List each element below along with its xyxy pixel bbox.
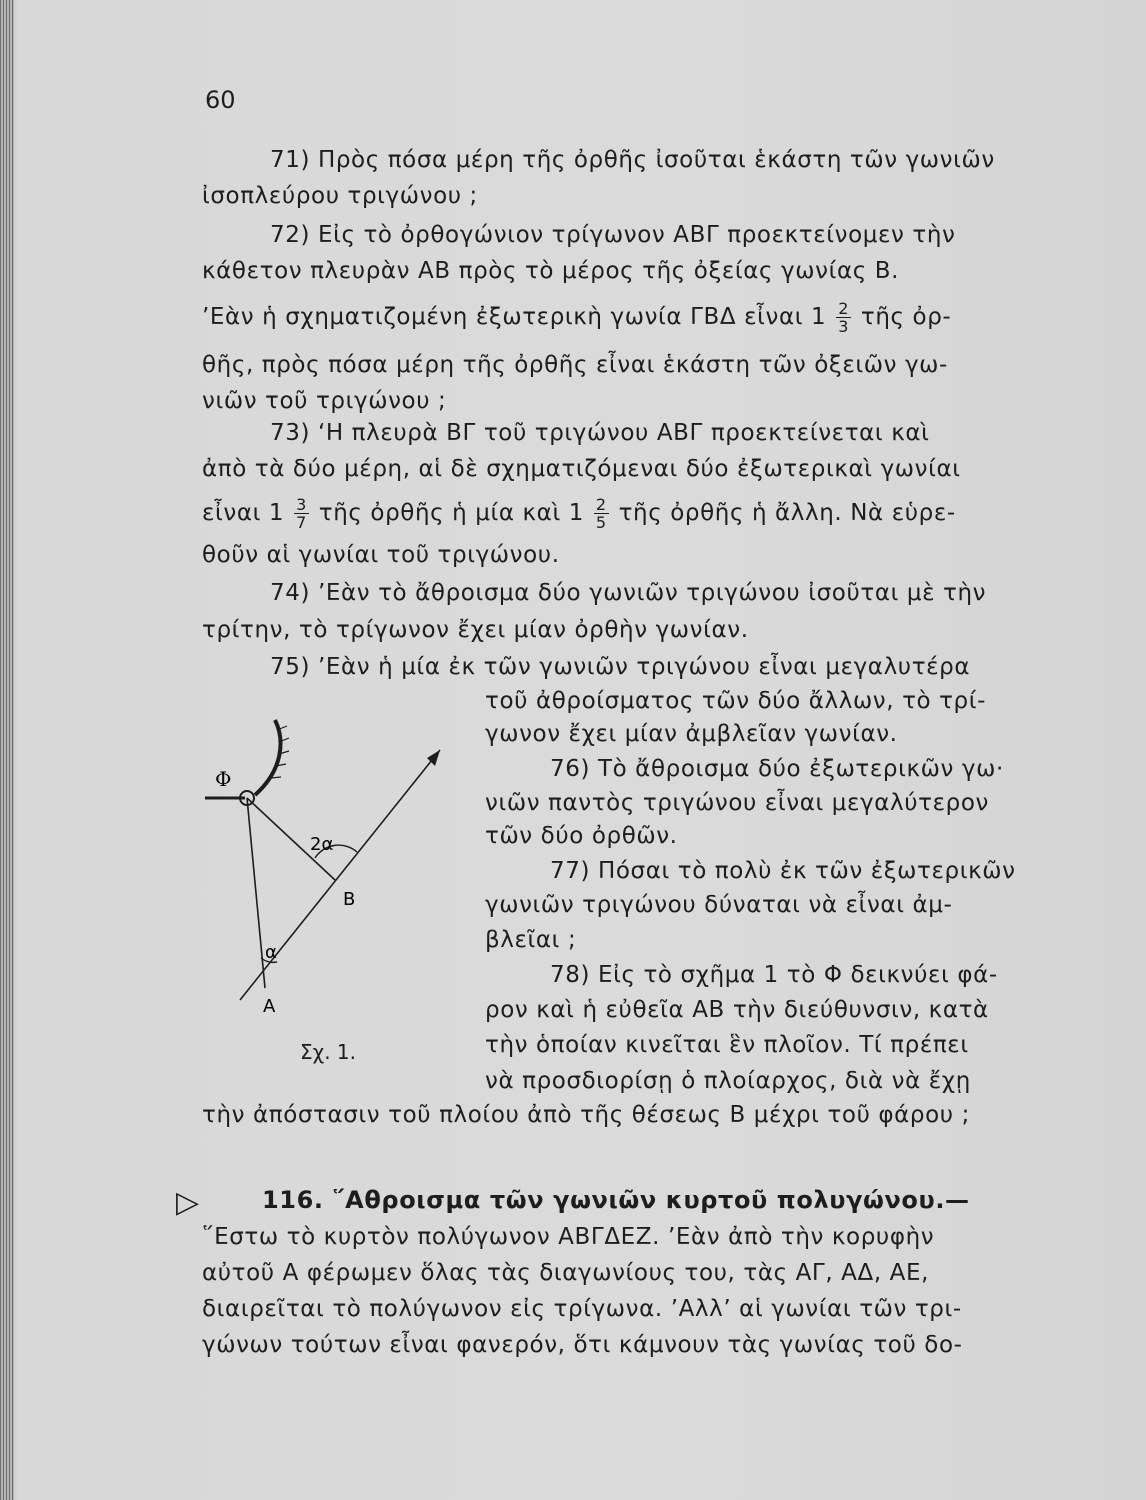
fraction-denominator: 5 (595, 513, 607, 532)
text-line: αὐτοῦ Α φέρωμεν ὅλας τὰς διαγωνίους του, τὰς ΑΓ, ΑΔ, ΑΕ, (202, 1260, 930, 1286)
fraction-denominator: 7 (296, 513, 307, 532)
text-line: κάθετον πλευρὰν ΑΒ πρὸς τὸ μέρος τῆς ὀξείας γωνίας Β. (202, 258, 900, 284)
text-line: νιῶν παντὸς τριγώνου εἶναι μεγαλύτερον (485, 790, 989, 816)
text-line: τῶν δύο ὀρθῶν. (485, 823, 678, 849)
text-line-with-fraction (202, 300, 951, 335)
section-heading: 116. ῞Αθροισμα τῶν γωνιῶν κυρτοῦ πολυγώνου.— (262, 1186, 970, 1214)
label-angle-a: α (265, 942, 277, 963)
text-line: γωνον ἔχει μίαν ἀμβλεῖαν γωνίαν. (485, 721, 898, 747)
text-segment: ’Εὰν ἡ σχηματιζομένη ἐξωτερικὴ γωνία ΓΒΔ εἶναι 1 (202, 304, 827, 330)
book-binding-edge (0, 0, 14, 1500)
text-line: 74) ’Εὰν τὸ ἄθροισμα δύο γωνιῶν τριγώνου ἰσοῦται μὲ τὴν (270, 580, 987, 606)
label-A: Α (263, 996, 276, 1017)
text-line: τὴν ἀπόστασιν τοῦ πλοίου ἀπὸ τῆς θέσεως Β μέχρι τοῦ φάρου ; (202, 1102, 970, 1128)
label-B: Β (343, 889, 356, 910)
text-line: 75) ’Εὰν ἡ μία ἐκ τῶν γωνιῶν τριγώνου εἶναι μεγαλυτέρα (270, 654, 971, 680)
text-segment: εἶναι 1 (202, 500, 285, 526)
text-line: θοῦν αἱ γωνίαι τοῦ τριγώνου. (202, 542, 560, 568)
text-line: 71) Πρὸς πόσα μέρη τῆς ὀρθῆς ἰσοῦται ἑκάστη τῶν γωνιῶν (270, 147, 995, 173)
label-2a: 2α (310, 834, 334, 855)
text-line: 73) ‘Η πλευρὰ ΒΓ τοῦ τριγώνου ΑΒΓ προεκτείνεται καὶ (270, 420, 930, 446)
text-line: ἰσοπλεύρου τριγώνου ; (202, 183, 478, 209)
coastline-shape (255, 720, 280, 795)
fraction (294, 496, 309, 531)
figure-lighthouse-diagram (195, 700, 465, 1020)
text-line: βλεῖαι ; (485, 927, 577, 953)
text-line: γωνιῶν τριγώνου δύναται νὰ εἶναι ἀμ- (485, 892, 953, 918)
fraction (836, 300, 851, 335)
text-line: διαιρεῖται τὸ πολύγωνον εἰς τρίγωνα. ’Αλλ’ αἱ γωνίαι τῶν τρι- (202, 1296, 962, 1322)
label-phi: Φ (215, 767, 232, 791)
text-line: τὴν ὁποίαν κινεῖται ἓν πλοῖον. Τί πρέπει (485, 1032, 969, 1058)
text-line: 76) Τὸ ἄθροισμα δύο ἐξωτερικῶν γω· (550, 756, 1004, 782)
fraction-denominator: 3 (838, 317, 849, 336)
text-line: γώνων τούτων εἶναι φανερόν, ὅτι κάμνουν τὰς γωνίας τοῦ δο- (202, 1332, 963, 1358)
text-line: τρίτην, τὸ τρίγωνον ἔχει μίαν ὀρθὴν γωνίαν. (202, 617, 749, 643)
text-line: νὰ προσδιορίσῃ ὁ πλοίαρχος, διὰ νὰ ἔχῃ (485, 1068, 971, 1094)
page-number: 60 (205, 86, 236, 114)
text-line: τοῦ ἀθροίσματος τῶν δύο ἄλλων, τὸ τρί- (485, 688, 987, 714)
fraction (594, 496, 609, 531)
text-line-with-fractions (202, 496, 956, 531)
fraction-numerator: 2 (595, 495, 607, 514)
text-segment: τῆς ὀρθῆς ἡ ἄλλη. Νὰ εὑρε- (618, 500, 956, 526)
text-segment: τῆς ὀρ- (860, 304, 952, 330)
text-line: ῞Εστω τὸ κυρτὸν πολύγωνον ΑΒΓΔΕΖ. ’Εὰν ἀπὸ τὴν κορυφὴν (202, 1224, 935, 1250)
fraction-numerator: 3 (296, 495, 307, 514)
text-line: νιῶν τοῦ τριγώνου ; (202, 388, 447, 414)
fraction-numerator: 2 (838, 299, 849, 318)
figure-caption: Σχ. 1. (300, 1040, 356, 1064)
text-line: ἀπὸ τὰ δύο μέρη, αἱ δὲ σχηματιζόμεναι δύο ἐξωτερικαὶ γωνίαι (202, 456, 961, 482)
text-line: 77) Πόσαι τὸ πολὺ ἐκ τῶν ἐξωτερικῶν (550, 858, 1016, 884)
text-line: 78) Εἰς τὸ σχῆμα 1 τὸ Φ δεικνύει φά- (550, 962, 998, 988)
text-line: θῆς, πρὸς πόσα μέρη τῆς ὀρθῆς εἶναι ἑκάστη τῶν ὀξειῶν γω- (202, 352, 948, 378)
text-segment: τῆς ὀρθῆς ἡ μία καὶ 1 (318, 500, 584, 526)
margin-arrow-marker: ▷ (176, 1185, 200, 1220)
text-line: 72) Εἰς τὸ ὀρθογώνιον τρίγωνον ΑΒΓ προεκτείνομεν τὴν (270, 222, 956, 248)
text-line: ρον καὶ ἡ εὐθεῖα ΑΒ τὴν διεύθυνσιν, κατὰ (485, 997, 989, 1023)
